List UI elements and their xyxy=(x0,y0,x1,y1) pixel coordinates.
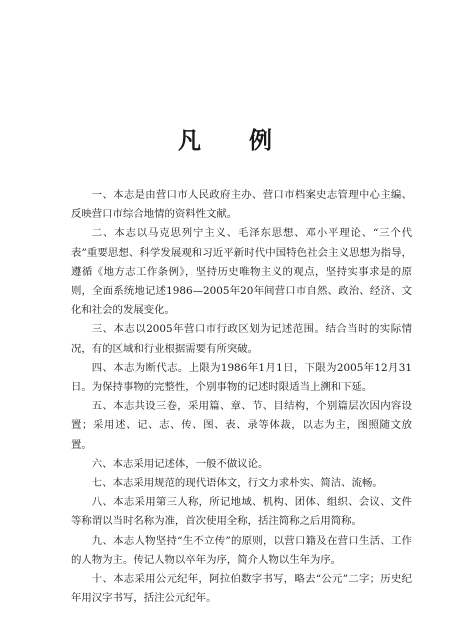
paragraph-1: 一、本志是由营口市人民政府主办、营口市档案史志管理中心主编、反映营口市综合地情的资料性文献。 xyxy=(71,189,412,221)
paragraph-8: 八、本志采用第三人称，所记地域、机构、团体、组织、会议、文件等称谓以当时名称为准，首次使用全称，括注简称之后用简称。 xyxy=(71,496,412,528)
paragraph-7: 七、本志采用规范的现代语体文，行文力求朴实、简洁、流畅。 xyxy=(91,477,383,490)
paragraph-6: 六、本志采用记述体，一般不做议论。 xyxy=(91,457,269,470)
paragraph-4: 四、本志为断代志。上限为1986年1月1日，下限为2005年12月31日。为保持事物的完整性，个别事物的记述时限适当上溯和下延。 xyxy=(71,361,412,394)
body-text xyxy=(71,186,412,608)
paragraph-2: 二、本志以马克思列宁主义、毛泽东思想、邓小平理论、“三个代表”重要思想、科学发展观和习近平新时代中国特色社会主义思想为指导，遵循《地方志工作条例》，坚持历史唯物主义的观点，坚持实事求是的原则，全面系统地记述1986—2005年20年间营口市自然、政治、经济、文化和社会的发展变化。 xyxy=(71,227,412,317)
paragraph-3: 三、本志以2005年营口市行政区划为记述范围。结合当时的实际情况，有的区域和行业根据需要有所突破。 xyxy=(71,323,412,355)
paragraph-10: 十、本志采用公元纪年，阿拉伯数字书写，略去“公元”二字；历史纪年用汉字书写，括注公元纪年。 xyxy=(71,573,412,605)
paragraph-5: 五、本志共设三卷，采用篇、章、节、目结构，个别篇层次因内容设置；采用述、记、志、传、图、表、录等体裁，以志为主，图照随文放置。 xyxy=(71,400,412,451)
paragraph-9: 九、本志人物坚持“生不立传”的原则，以营口籍及在营口生活、工作的人物为主。传记人物以卒年为序，简介人物以生年为序。 xyxy=(71,534,412,566)
page-title: 凡 例 xyxy=(177,127,292,154)
